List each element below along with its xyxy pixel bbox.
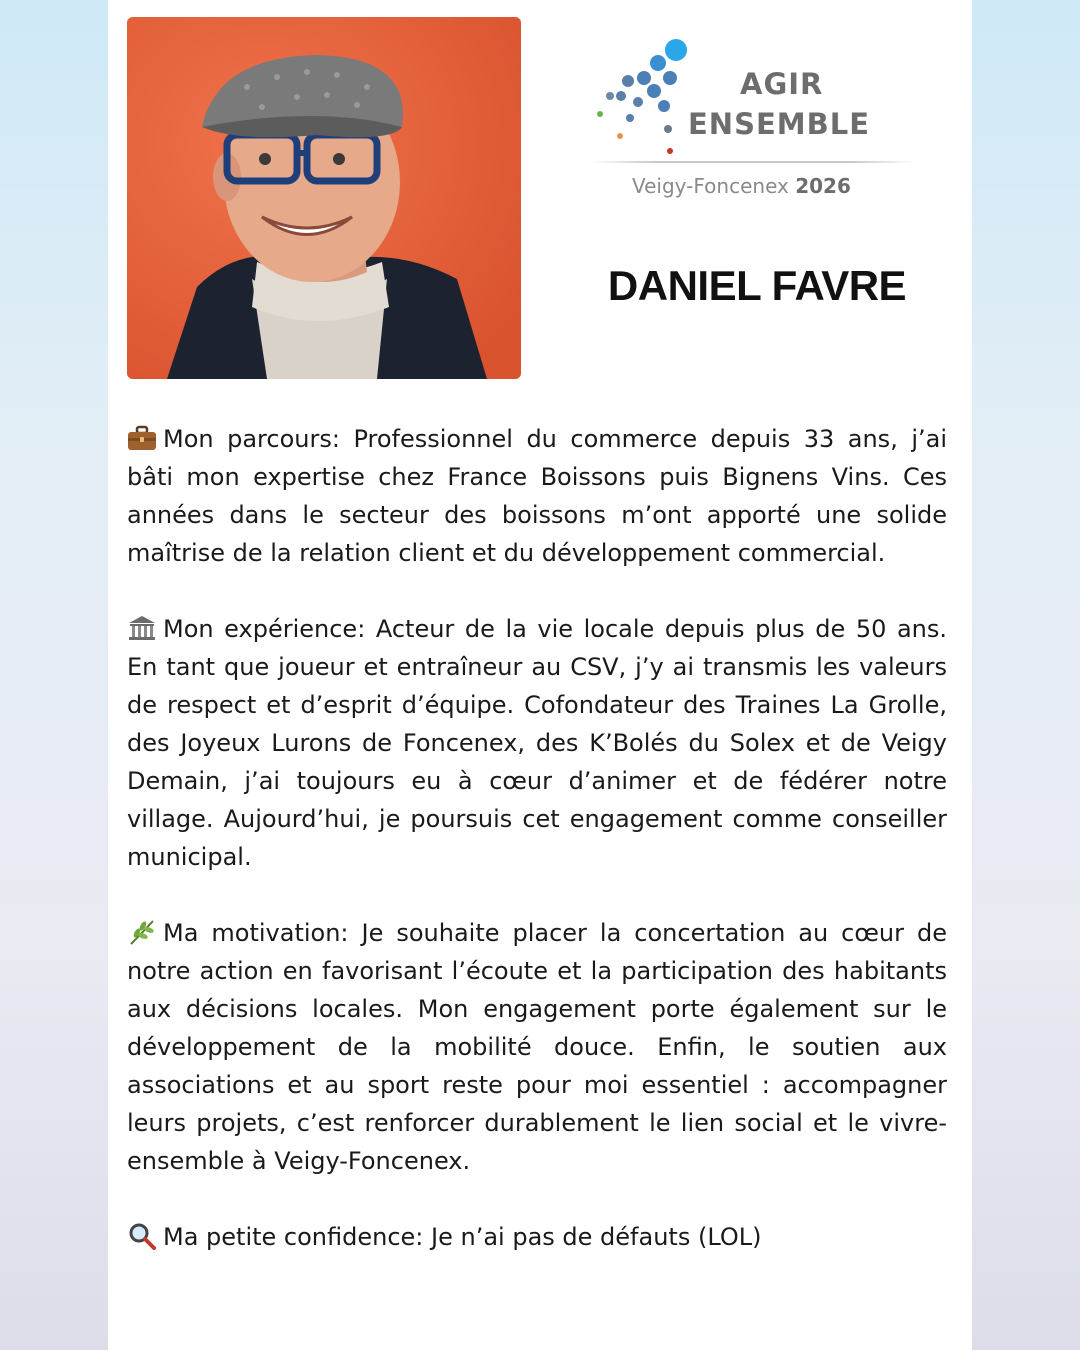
dots-logo-icon: [588, 36, 688, 161]
logo-word-ensemble: ENSEMBLE: [688, 107, 871, 141]
bio-section-motivation: [127, 914, 947, 1180]
logo-word-agir: AGIR: [740, 67, 824, 101]
bio-section-text: Mon parcours: Professionnel du commerce depuis 33 ans, j’ai bâti mon expertise chez France Boissons puis Bignens Vins. Ces années dans le secteur des boissons m’ont apporté une solide maîtrise de la relation client et du développement commercial.: [127, 425, 947, 567]
logo-place-name: Veigy-Foncenex: [632, 174, 789, 198]
logo-divider: [590, 161, 916, 163]
magnifying-glass-icon: [127, 1222, 157, 1250]
classical-building-icon: [127, 614, 157, 642]
candidate-photo: [127, 17, 521, 379]
bio-section-text: Ma motivation: Je souhaite placer la concertation au cœur de notre action en favorisant l’écoute et la participation des habitants aux décisions locales. Mon engagement porte également sur le développement de la mobilité douce. Enfin, le soutien aux associations et au sport reste pour moi essentiel : accompagner leurs projets, c’est renforcer durablement le lien social et le vivre-ensemble à Veigy-Foncenex.: [127, 919, 947, 1175]
bio-section-text: Ma petite confidence: Je n’ai pas de défauts (LOL): [163, 1223, 762, 1251]
candidate-bio: [127, 420, 947, 1294]
logo-year: 2026: [795, 174, 851, 198]
bio-section-parcours: [127, 420, 947, 572]
profile-card: [108, 0, 972, 1350]
herb-icon: [127, 918, 157, 946]
bio-section-experience: [127, 610, 947, 876]
candidate-name: DANIEL FAVRE: [607, 262, 907, 309]
logo-tagline: [632, 174, 851, 198]
bio-section-text: Mon expérience: Acteur de la vie locale depuis plus de 50 ans. En tant que joueur et entraîneur au CSV, j’y ai transmis les valeurs de respect et d’esprit d’équipe. Cofondateur des Traines La Grolle, des Joyeux Lurons de Foncenex, des K’Bolés du Solex et de Veigy Demain, j’ai toujours eu à cœur d’animer et de fédérer notre village. Aujourd’hui, je poursuis cet engagement comme conseiller municipal.: [127, 615, 947, 871]
briefcase-icon: [127, 424, 157, 452]
bio-section-confidence: [127, 1218, 947, 1256]
agir-ensemble-logo: [588, 36, 918, 206]
